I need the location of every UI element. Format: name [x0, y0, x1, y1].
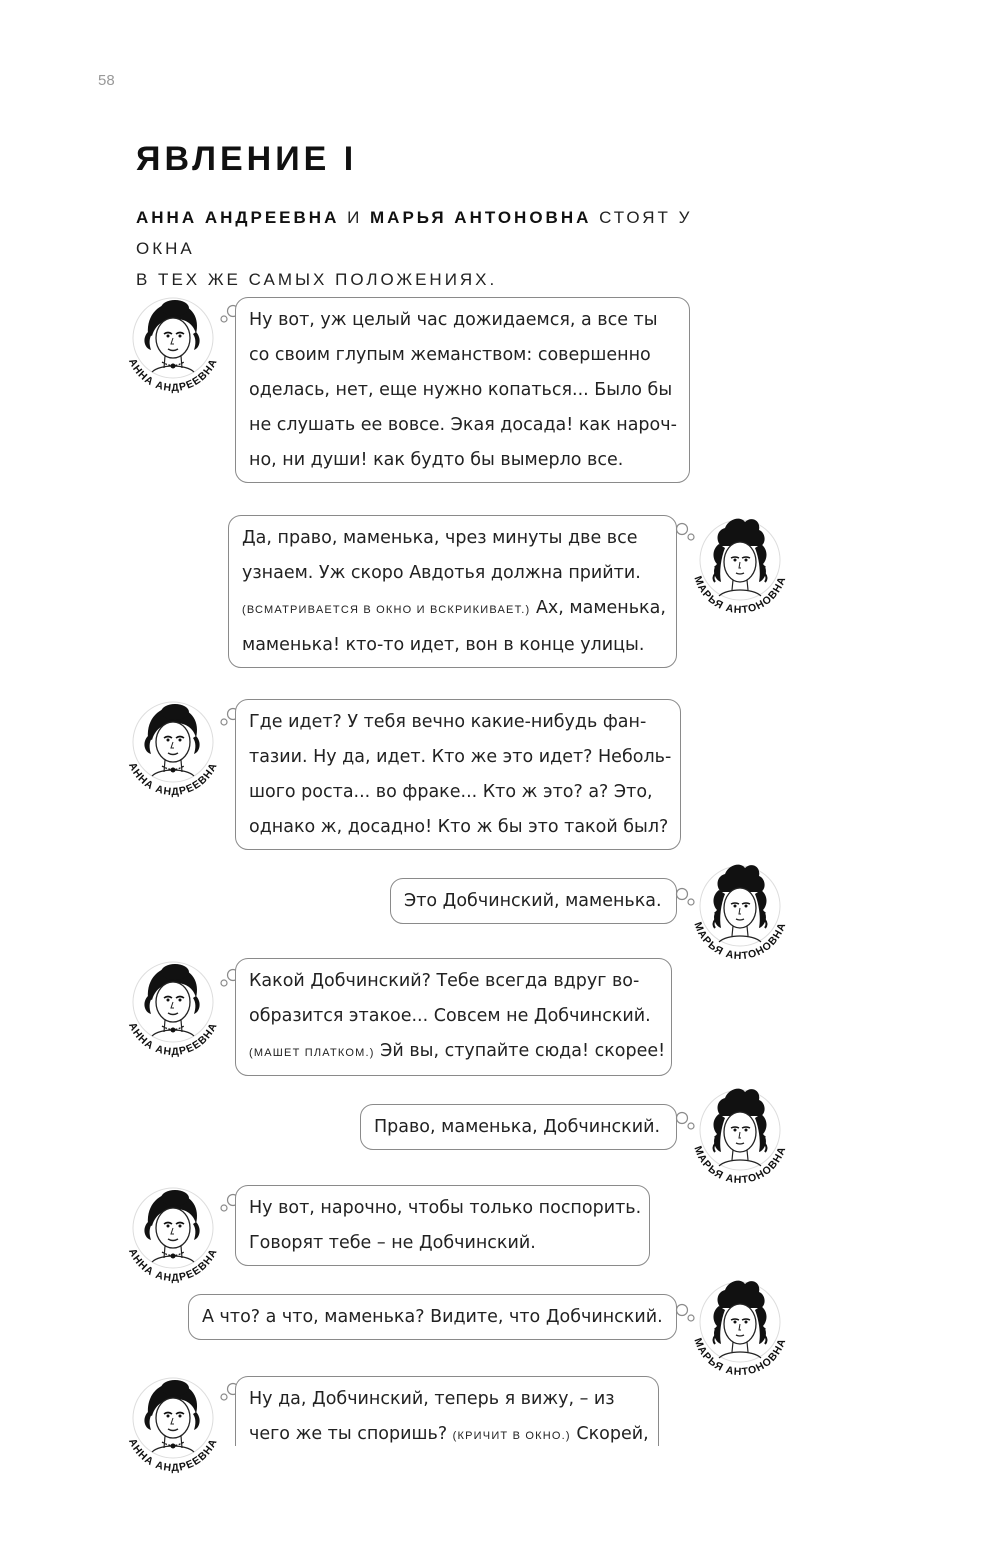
dialogue-line: узнаем. Уж скоро Авдотья должна прийти. [242, 563, 641, 583]
anna-avatar [118, 292, 228, 402]
dialogue-fragment: Скорей, [570, 1424, 649, 1444]
dialogue-line: со своим глупым жеманством: совершенно [249, 345, 651, 365]
dialogue-line [249, 1034, 666, 1071]
dialogue-line: однако ж, досадно! Кто ж бы это такой был? [249, 817, 669, 837]
stage-remark: (ВСМАТРИВАЕТСЯ В ОКНО И ВСКРИКИВАЕТ.) [242, 604, 531, 616]
avatar-label-anna: АННА АНДРЕЕВНА [126, 760, 220, 799]
girl-portrait-icon [685, 1084, 795, 1194]
speech-bubble-anna-4 [235, 1185, 650, 1266]
woman-portrait-icon [118, 956, 228, 1066]
dialogue-line: шого роста... во фраке... Кто ж это? а? Это, [249, 782, 653, 802]
dialogue-line: Ну да, Добчинский, теперь я вижу, – из [249, 1389, 615, 1409]
dialogue-fragment: Ах, маменька, [530, 598, 666, 618]
dialogue-line: маменька! кто-то идет, вон в конце улицы. [242, 635, 645, 655]
avatar-label-marya: МАРЬЯ АНТОНОВНА [691, 574, 789, 617]
dialogue-line: Да, право, маменька, чрез минуты две все [242, 528, 638, 548]
woman-portrait-icon [118, 1182, 228, 1292]
dialogue-line: Говорят тебе – не Добчинский. [249, 1233, 536, 1253]
avatar-label-anna: АННА АНДРЕЕВНА [126, 1246, 220, 1285]
stage-direction-char2: МАРЬЯ АНТОНОВНА [370, 208, 592, 227]
speech-bubble-anna-5 [235, 1376, 659, 1446]
avatar-label-anna: АННА АНДРЕЕВНА [126, 1436, 220, 1475]
stage-direction-and: И [339, 208, 371, 227]
dialogue-line: образится этакое... Совсем не Добчинский. [249, 1006, 651, 1026]
girl-portrait-icon [685, 860, 795, 970]
stage-direction-rest2: В ТЕХ ЖЕ САМЫХ ПОЛОЖЕНИЯХ. [136, 270, 498, 289]
avatar-label-marya: МАРЬЯ АНТОНОВНА [691, 920, 789, 963]
dialogue-line [249, 1417, 649, 1446]
marya-avatar [685, 860, 795, 970]
dialogue-line: но, ни души! как будто бы вымерло все. [249, 450, 624, 470]
marya-avatar [685, 514, 795, 624]
anna-avatar [118, 956, 228, 1066]
dialogue-line: оделась, нет, еще нужно копаться... Было бы [249, 380, 673, 400]
stage-remark: (МАШЕТ ПЛАТКОМ.) [249, 1047, 375, 1059]
stage-direction-char1: АННА АНДРЕЕВНА [136, 208, 340, 227]
dialogue-line: Какой Добчинский? Тебе всегда вдруг во- [249, 971, 640, 991]
avatar-label-marya: МАРЬЯ АНТОНОВНА [691, 1336, 789, 1379]
dialogue-line: не слушать ее вовсе. Экая досада! как нароч- [249, 415, 677, 435]
marya-avatar [685, 1084, 795, 1194]
stage-direction-rest1: СТОЯТ У ОКНА [136, 208, 693, 258]
avatar-label-anna: АННА АНДРЕЕВНА [126, 1020, 220, 1059]
woman-portrait-icon [118, 696, 228, 806]
woman-portrait-icon [118, 1372, 228, 1482]
stage-direction [136, 202, 736, 295]
anna-avatar [118, 1372, 228, 1482]
anna-avatar [118, 1182, 228, 1292]
avatar-label-marya: МАРЬЯ АНТОНОВНА [691, 1144, 789, 1187]
page-number: 58 [98, 72, 115, 89]
dialogue-line [242, 591, 664, 628]
marya-avatar [685, 1276, 795, 1386]
scene-title: ЯВЛЕНИЕ I [136, 140, 358, 178]
speech-bubble-anna-2 [235, 699, 681, 850]
dialogue-line: Где идет? У тебя вечно какие-нибудь фан- [249, 712, 647, 732]
dialogue-line: Ну вот, нарочно, чтобы только поспорить. [249, 1198, 642, 1218]
speech-bubble-marya-2 [390, 878, 677, 924]
speech-bubble-marya-4 [188, 1294, 677, 1340]
speech-bubble-anna-3 [235, 958, 672, 1076]
avatar-label-anna: АННА АНДРЕЕВНА [126, 356, 220, 395]
dialogue-line: А что? а что, маменька? Видите, что Добчинский. [202, 1307, 663, 1327]
dialogue-fragment: Эй вы, ступайте сюда! скорее! [374, 1041, 666, 1061]
woman-portrait-icon [118, 292, 228, 402]
dialogue-line: тазии. Ну да, идет. Кто же это идет? Неболь- [249, 747, 672, 767]
speech-bubble-marya-1 [228, 515, 677, 668]
dialogue-line: Ну вот, уж целый час дожидаемся, а все ты [249, 310, 658, 330]
girl-portrait-icon [685, 514, 795, 624]
dialogue-line: Право, маменька, Добчинский. [374, 1117, 661, 1137]
dialogue-fragment: чего же ты споришь? [249, 1424, 453, 1444]
speech-bubble-anna-1 [235, 297, 690, 483]
speech-bubble-marya-3 [360, 1104, 677, 1150]
girl-portrait-icon [685, 1276, 795, 1386]
stage-remark: (КРИЧИТ В ОКНО.) [452, 1430, 571, 1442]
anna-avatar [118, 696, 228, 806]
dialogue-line: Это Добчинский, маменька. [404, 891, 662, 911]
